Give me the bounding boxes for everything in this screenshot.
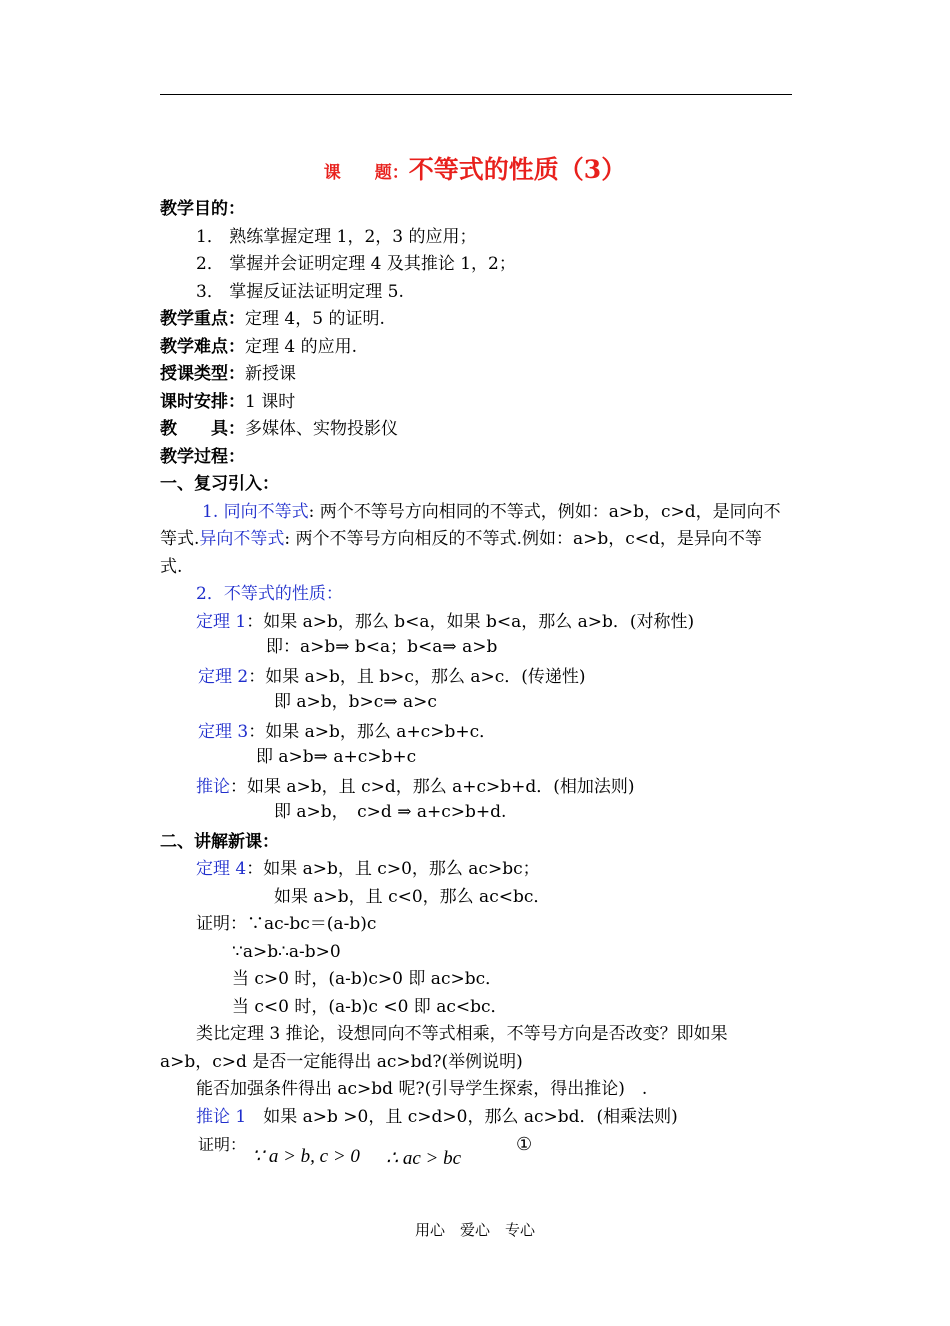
theorem-2-symbolic: 即 a>b，b>c⇒ a>c bbox=[274, 692, 437, 712]
theorem-2 bbox=[198, 666, 586, 688]
theorem-3-label: 定理 3 bbox=[198, 722, 249, 742]
focus-label: 教学重点： bbox=[160, 309, 245, 329]
corollary-1-text: 如果 a>b >0，且 c>d>0，那么 ac>bd．(相乘法则) bbox=[246, 1107, 678, 1127]
tools-label: 教 具： bbox=[160, 419, 245, 439]
tools-value: 多媒体、实物投影仪 bbox=[245, 419, 398, 439]
process-heading: 教学过程： bbox=[160, 447, 245, 467]
proof-line: ∵a>b∴a-b>0 bbox=[232, 942, 341, 962]
lesson-hours bbox=[160, 391, 295, 413]
hours-value: 1 课时 bbox=[245, 392, 296, 412]
theorem-1-label: 定理 1 bbox=[196, 612, 247, 632]
analogy-text: a>b，c>d 是否一定能得出 ac>bd?(举例说明) bbox=[160, 1052, 523, 1072]
teaching-tools bbox=[160, 418, 398, 440]
type-value: 新授课 bbox=[245, 364, 296, 384]
header-rule bbox=[160, 94, 792, 95]
review-heading: 一、复习引入： bbox=[160, 474, 279, 494]
theorem-1-text: ：如果 a>b，那么 b<a，如果 b<a，那么 a>b．(对称性) bbox=[246, 612, 695, 632]
opposite-direction-term: 异向不等式 bbox=[199, 529, 285, 549]
theorem-4-second-case: 如果 a>b，且 c<0，那么 ac<bc． bbox=[274, 887, 551, 907]
course-label: 课 题： bbox=[323, 163, 409, 183]
page-footer: 用心 爱心 专心 bbox=[414, 1221, 535, 1239]
theorem-3-text: ：如果 a>b，那么 a+c>b+c． bbox=[248, 722, 497, 742]
difficulty-value: 定理 4 的应用. bbox=[245, 337, 358, 357]
course-title: 不等式的性质（3） bbox=[408, 155, 627, 184]
objective-item: 1． 熟练掌握定理 1，2，3 的应用； bbox=[196, 227, 477, 247]
objective-item: 2． 掌握并会证明定理 4 及其推论 1，2； bbox=[196, 254, 516, 274]
theorem-4-label: 定理 4 bbox=[196, 859, 247, 879]
same-direction-definition bbox=[202, 501, 781, 523]
corollary-text: ：如果 a>b，且 c>d，那么 a+c>b+d．(相加法则) bbox=[230, 777, 635, 797]
equation-number: ① bbox=[516, 1134, 533, 1155]
opposite-direction-text: : 两个不等号方向相反的不等式.例如：a>b，c<d，是异向不等 bbox=[284, 529, 762, 549]
type-label: 授课类型： bbox=[160, 364, 245, 384]
teaching-difficulty bbox=[160, 336, 357, 358]
proof-line: 证明：∵ac-bc＝(a-b)c bbox=[196, 914, 377, 934]
page-title bbox=[0, 150, 950, 186]
properties-title: 2．不等式的性质： bbox=[196, 584, 343, 604]
theorem-4-text: ：如果 a>b，且 c>0，那么 ac>bc； bbox=[246, 859, 540, 879]
theorem-4 bbox=[196, 858, 540, 880]
proof-label: 证明： bbox=[198, 1135, 247, 1154]
strengthen-text: 能否加强条件得出 ac>bd 呢?(引导学生探索，得出推论) . bbox=[196, 1079, 648, 1099]
teaching-focus bbox=[160, 308, 385, 330]
line-prefix: 等式. bbox=[160, 529, 200, 549]
objective-item: 3． 掌握反证法证明定理 5. bbox=[196, 282, 404, 302]
corollary bbox=[196, 776, 635, 798]
theorem-3-symbolic: 即 a>b⇒ a+c>b+c bbox=[256, 747, 417, 767]
difficulty-label: 教学难点： bbox=[160, 337, 245, 357]
same-direction-text: : 两个不等号方向相同的不等式，例如：a>b，c>d，是同向不 bbox=[308, 502, 781, 522]
theorem-1-symbolic: 即：a>b⇒ b<a；b<a⇒ a>b bbox=[266, 637, 498, 657]
analogy-text: 类比定理 3 推论，设想同向不等式相乘，不等号方向是否改变？即如果 bbox=[196, 1024, 728, 1044]
proof-math-given: ∵ a > b, c > 0 bbox=[252, 1146, 360, 1167]
corollary-label: 推论 bbox=[196, 777, 230, 797]
same-direction-term: 1. 同向不等式 bbox=[202, 502, 309, 522]
hours-label: 课时安排： bbox=[160, 392, 245, 412]
proof-math-conclusion: ∴ ac > bc bbox=[386, 1148, 462, 1169]
corollary-1-label: 推论 1 bbox=[196, 1107, 247, 1127]
theorem-1 bbox=[196, 611, 694, 633]
lesson-type bbox=[160, 363, 296, 385]
proof-line: 当 c>0 时，(a-b)c>0 即 ac>bc． bbox=[232, 969, 503, 989]
theorem-3 bbox=[198, 721, 496, 743]
corollary-1 bbox=[196, 1106, 678, 1128]
continuation-text: 式. bbox=[160, 557, 183, 577]
corollary-symbolic: 即 a>b， c>d ⇒ a+c>b+d. bbox=[274, 802, 507, 822]
new-lesson-heading: 二、讲解新课： bbox=[160, 832, 279, 852]
theorem-2-text: ：如果 a>b，且 b>c，那么 a>c．(传递性) bbox=[248, 667, 586, 687]
proof-line: 当 c<0 时，(a-b)c <0 即 ac<bc． bbox=[232, 997, 508, 1017]
theorem-2-label: 定理 2 bbox=[198, 667, 249, 687]
focus-value: 定理 4，5 的证明. bbox=[245, 309, 385, 329]
objectives-heading: 教学目的： bbox=[160, 199, 245, 219]
opposite-direction-definition bbox=[160, 528, 762, 550]
